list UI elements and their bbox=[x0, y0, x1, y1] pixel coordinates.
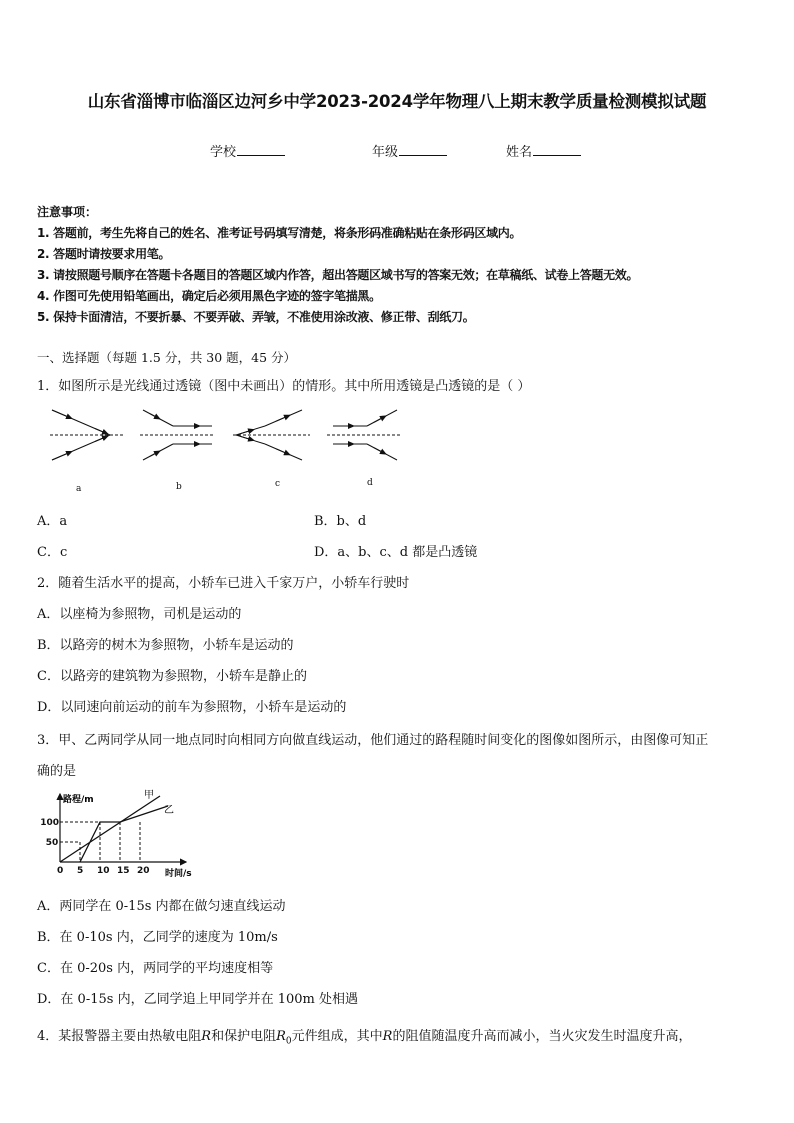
x-tick-label: 10 bbox=[97, 866, 110, 876]
x-tick-label: 5 bbox=[77, 866, 84, 876]
y-tick-label: 50 bbox=[45, 838, 59, 848]
name-blank[interactable] bbox=[533, 143, 581, 156]
q2-option-d[interactable]: D．以同速向前运动的前车为参照物，小轿车是运动的 bbox=[37, 700, 347, 715]
q2-option-b[interactable]: B．以路旁的树木为参照物，小轿车是运动的 bbox=[37, 638, 294, 653]
x-tick-label: 0 bbox=[57, 866, 64, 876]
school-field[interactable]: 学校 bbox=[210, 141, 285, 160]
question-4-stem: 4．某报警器主要由热敏电阻R和保护电阻$R_0$元件组成，其中R的阻值随温度升高而减小，当火灾发生时温度升高， bbox=[37, 1029, 692, 1047]
x-axis-label: 时间/s bbox=[165, 869, 192, 879]
question-3-stem: 3．甲、乙两同学从同一地点同时向相同方向做直线运动，他们通过的路程随时间变化的图像如图所示，由图像可知正 bbox=[37, 733, 709, 748]
note-item: 5. 保持卡面清洁，不要折暴、不要弄破、弄皱，不准使用涂改液、修正带、刮纸刀。 bbox=[37, 310, 475, 324]
section-heading: 一、选择题（每题 1.5 分，共 30 题，45 分） bbox=[37, 350, 297, 365]
q3-option-a[interactable]: A．两同学在 0-15s 内都在做匀速直线运动 bbox=[37, 899, 286, 914]
q3-option-d[interactable]: D．在 0-15s 内，乙同学追上甲同学并在 100m 处相遇 bbox=[37, 992, 358, 1007]
grade-field[interactable]: 年级 bbox=[372, 141, 447, 160]
distance-time-chart bbox=[38, 788, 198, 880]
figure-label-b: b bbox=[176, 482, 182, 492]
notes-heading: 注意事项： bbox=[37, 205, 98, 219]
question-2-stem: 2．随着生活水平的提高，小轿车已进入千家万户，小轿车行驶时 bbox=[37, 576, 410, 591]
lens-ray-figure bbox=[40, 404, 410, 474]
series-line-0 bbox=[60, 796, 160, 862]
note-item: 3. 请按照题号顺序在答题卡各题目的答题区域内作答，超出答题区域书写的答案无效；在草稿纸、试卷上答题无效。 bbox=[37, 268, 639, 282]
note-item: 2. 答题时请按要求用笔。 bbox=[37, 247, 171, 261]
y-axis-label: 路程/m bbox=[63, 795, 94, 805]
q1-option-c[interactable]: C．c bbox=[37, 545, 68, 560]
name-field[interactable]: 姓名 bbox=[506, 141, 581, 160]
note-item: 1. 答题前，考生先将自己的姓名、准考证号码填写清楚，将条形码准确粘贴在条形码区域内。 bbox=[37, 226, 522, 240]
question-1-stem: 1．如图所示是光线通过透镜（图中未画出）的情形。其中所用透镜是凸透镜的是（ ） bbox=[37, 379, 531, 394]
series-line-1 bbox=[80, 806, 168, 862]
page-title: 山东省淄博市临淄区边河乡中学2023-2024学年物理八上期末教学质量检测模拟试题 bbox=[87, 92, 707, 111]
series-label-yi: 乙 bbox=[164, 805, 174, 816]
x-tick-label: 15 bbox=[117, 866, 130, 876]
question-3-stem-cont: 确的是 bbox=[37, 764, 77, 779]
q3-option-c[interactable]: C．在 0-20s 内，两同学的平均速度相等 bbox=[37, 961, 274, 976]
school-blank[interactable] bbox=[237, 143, 285, 156]
y-tick-label: 100 bbox=[40, 818, 59, 828]
q1-option-b[interactable]: B．b、d bbox=[314, 514, 367, 529]
figure-label-d: d bbox=[367, 478, 373, 488]
q1-option-a[interactable]: A．a bbox=[37, 514, 68, 529]
q2-option-a[interactable]: A．以座椅为参照物，司机是运动的 bbox=[37, 607, 242, 622]
series-label-jia: 甲 bbox=[144, 790, 154, 801]
figure-label-c: c bbox=[275, 479, 281, 489]
figure-label-a: a bbox=[76, 484, 82, 494]
q3-option-b[interactable]: B．在 0-10s 内，乙同学的速度为 10m/s bbox=[37, 930, 278, 945]
x-tick-label: 20 bbox=[137, 866, 150, 876]
grade-blank[interactable] bbox=[399, 143, 447, 156]
q1-option-d[interactable]: D．a、b、c、d 都是凸透镜 bbox=[314, 545, 478, 560]
q2-option-c[interactable]: C．以路旁的建筑物为参照物，小轿车是静止的 bbox=[37, 669, 307, 684]
note-item: 4. 作图可先使用铅笔画出，确定后必须用黑色字迹的签字笔描黑。 bbox=[37, 289, 381, 303]
